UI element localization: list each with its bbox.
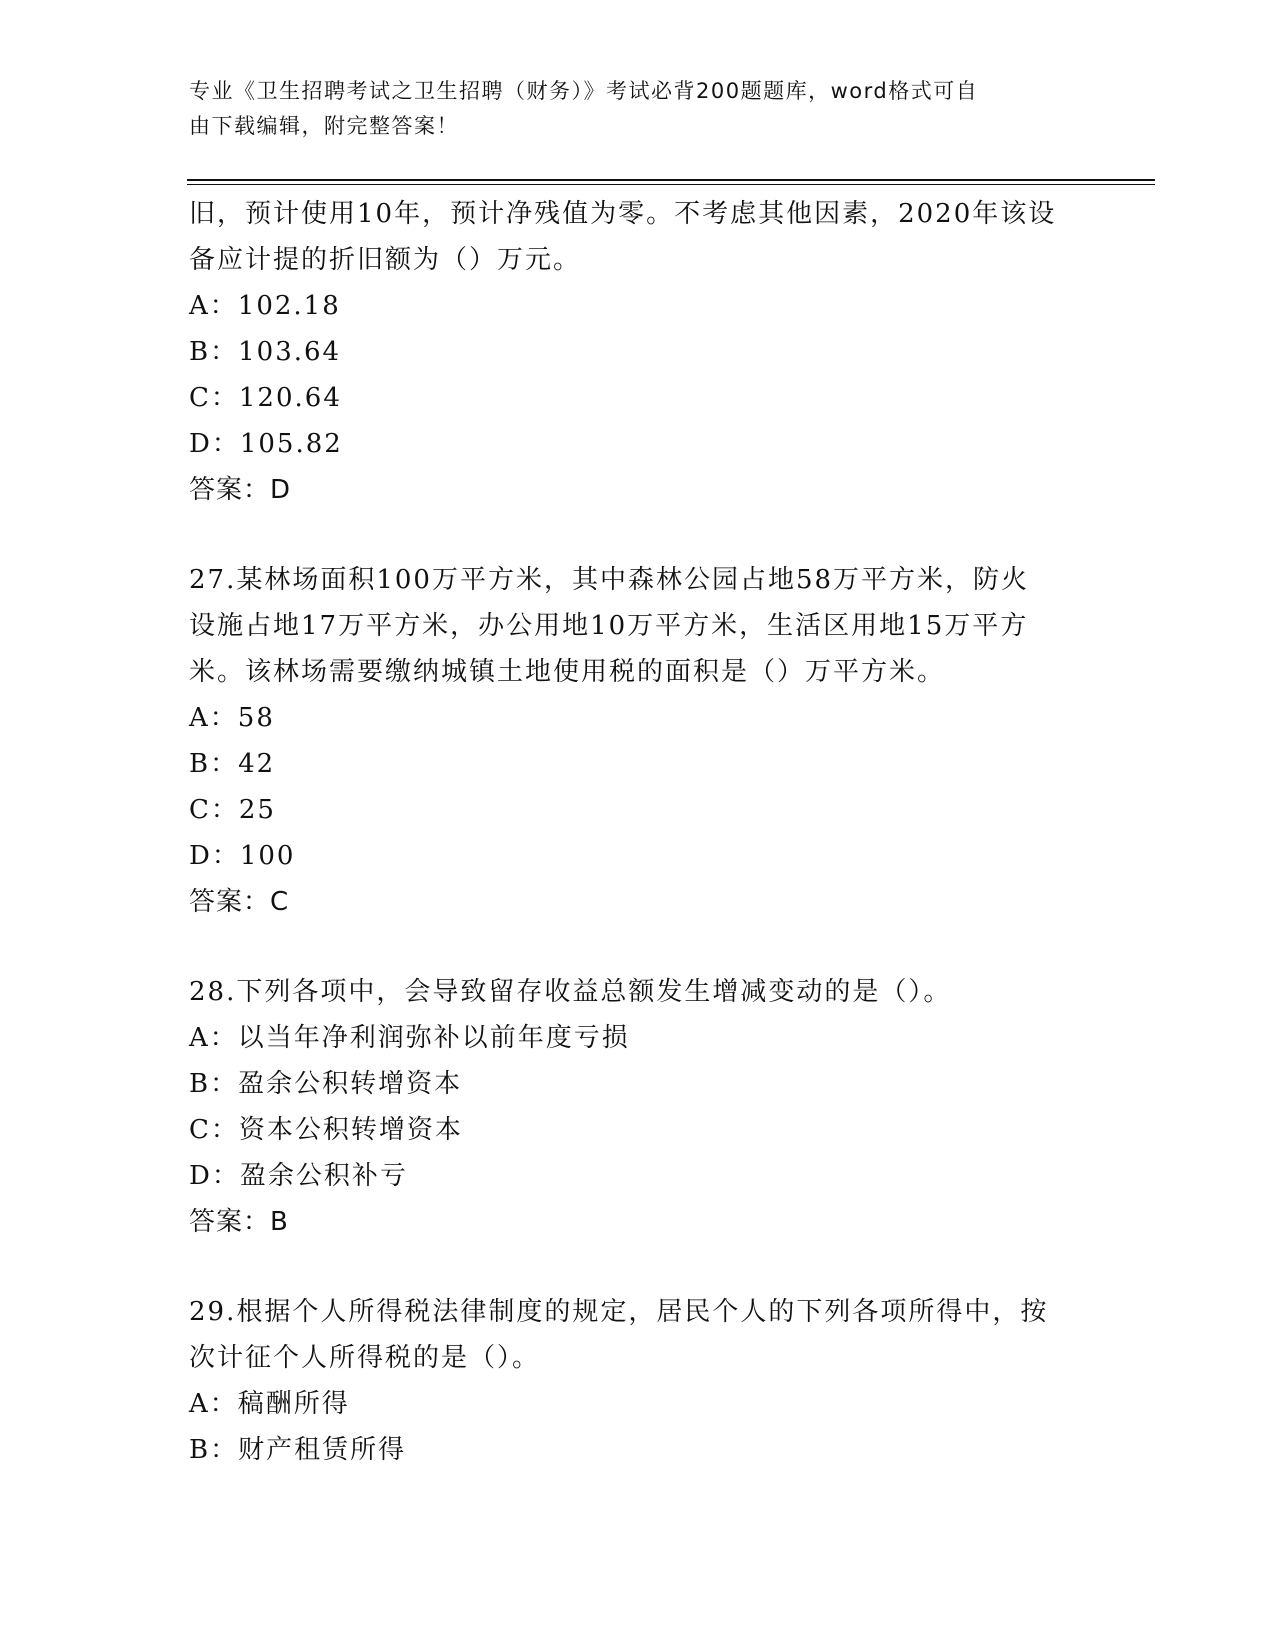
option-c: C：资本公积转增资本 xyxy=(189,1115,463,1145)
spacer xyxy=(189,1245,1089,1289)
spacer xyxy=(189,513,1089,557)
option-b: B：103.64 xyxy=(189,337,342,367)
option-d: D：105.82 xyxy=(189,429,343,459)
answer-line: 答案：B xyxy=(189,1207,289,1237)
header-line-1: 专业《卫生招聘考试之卫生招聘（财务）》考试必背200题题库，word格式可自 xyxy=(189,79,979,103)
option-c: C：25 xyxy=(189,795,276,825)
spacer xyxy=(189,925,1089,969)
option-d: D：100 xyxy=(189,841,296,871)
question-text-line: 29.根据个人所得税法律制度的规定，居民个人的下列各项所得中，按 xyxy=(189,1297,1049,1327)
question-text-line: 次计征个人所得税的是（）。 xyxy=(189,1343,541,1373)
header-line-2: 由下载编辑，附完整答案！ xyxy=(189,114,459,138)
header-divider-thick xyxy=(187,179,1155,181)
question-continued xyxy=(189,191,1089,513)
question-text-line: 米。该林场需要缴纳城镇土地使用税的面积是（）万平方米。 xyxy=(189,657,946,687)
question-28 xyxy=(189,969,1089,1245)
question-text-line: 设施占地17万平方米，办公用地10万平方米，生活区用地15万平方 xyxy=(189,611,1029,641)
question-text-line: 备应计提的折旧额为（）万元。 xyxy=(189,245,582,275)
answer-line: 答案：C xyxy=(189,887,290,917)
question-27 xyxy=(189,557,1089,925)
question-text-line: 旧，预计使用10年，预计净残值为零。不考虑其他因素，2020年该设 xyxy=(189,199,1057,229)
option-a: A：以当年净利润弥补以前年度亏损 xyxy=(189,1023,630,1053)
answer-line: 答案：D xyxy=(189,475,292,505)
option-a: A：58 xyxy=(189,703,275,733)
header-divider-thin xyxy=(187,184,1155,185)
option-b: B：财产租赁所得 xyxy=(189,1435,407,1465)
option-b: B：42 xyxy=(189,749,276,779)
option-b: B：盈余公积转增资本 xyxy=(189,1069,463,1099)
question-text-line: 27.某林场面积100万平方米，其中森林公园占地58万平方米，防火 xyxy=(189,565,1030,595)
option-a: A：稿酬所得 xyxy=(189,1389,350,1419)
option-a: A：102.18 xyxy=(189,291,341,321)
option-c: C：120.64 xyxy=(189,383,342,413)
document-header xyxy=(189,74,1089,144)
question-text-line: 28.下列各项中，会导致留存收益总额发生增减变动的是（）。 xyxy=(189,977,952,1007)
document-body xyxy=(189,191,1089,1473)
question-29 xyxy=(189,1289,1089,1473)
option-d: D：盈余公积补亏 xyxy=(189,1161,408,1191)
